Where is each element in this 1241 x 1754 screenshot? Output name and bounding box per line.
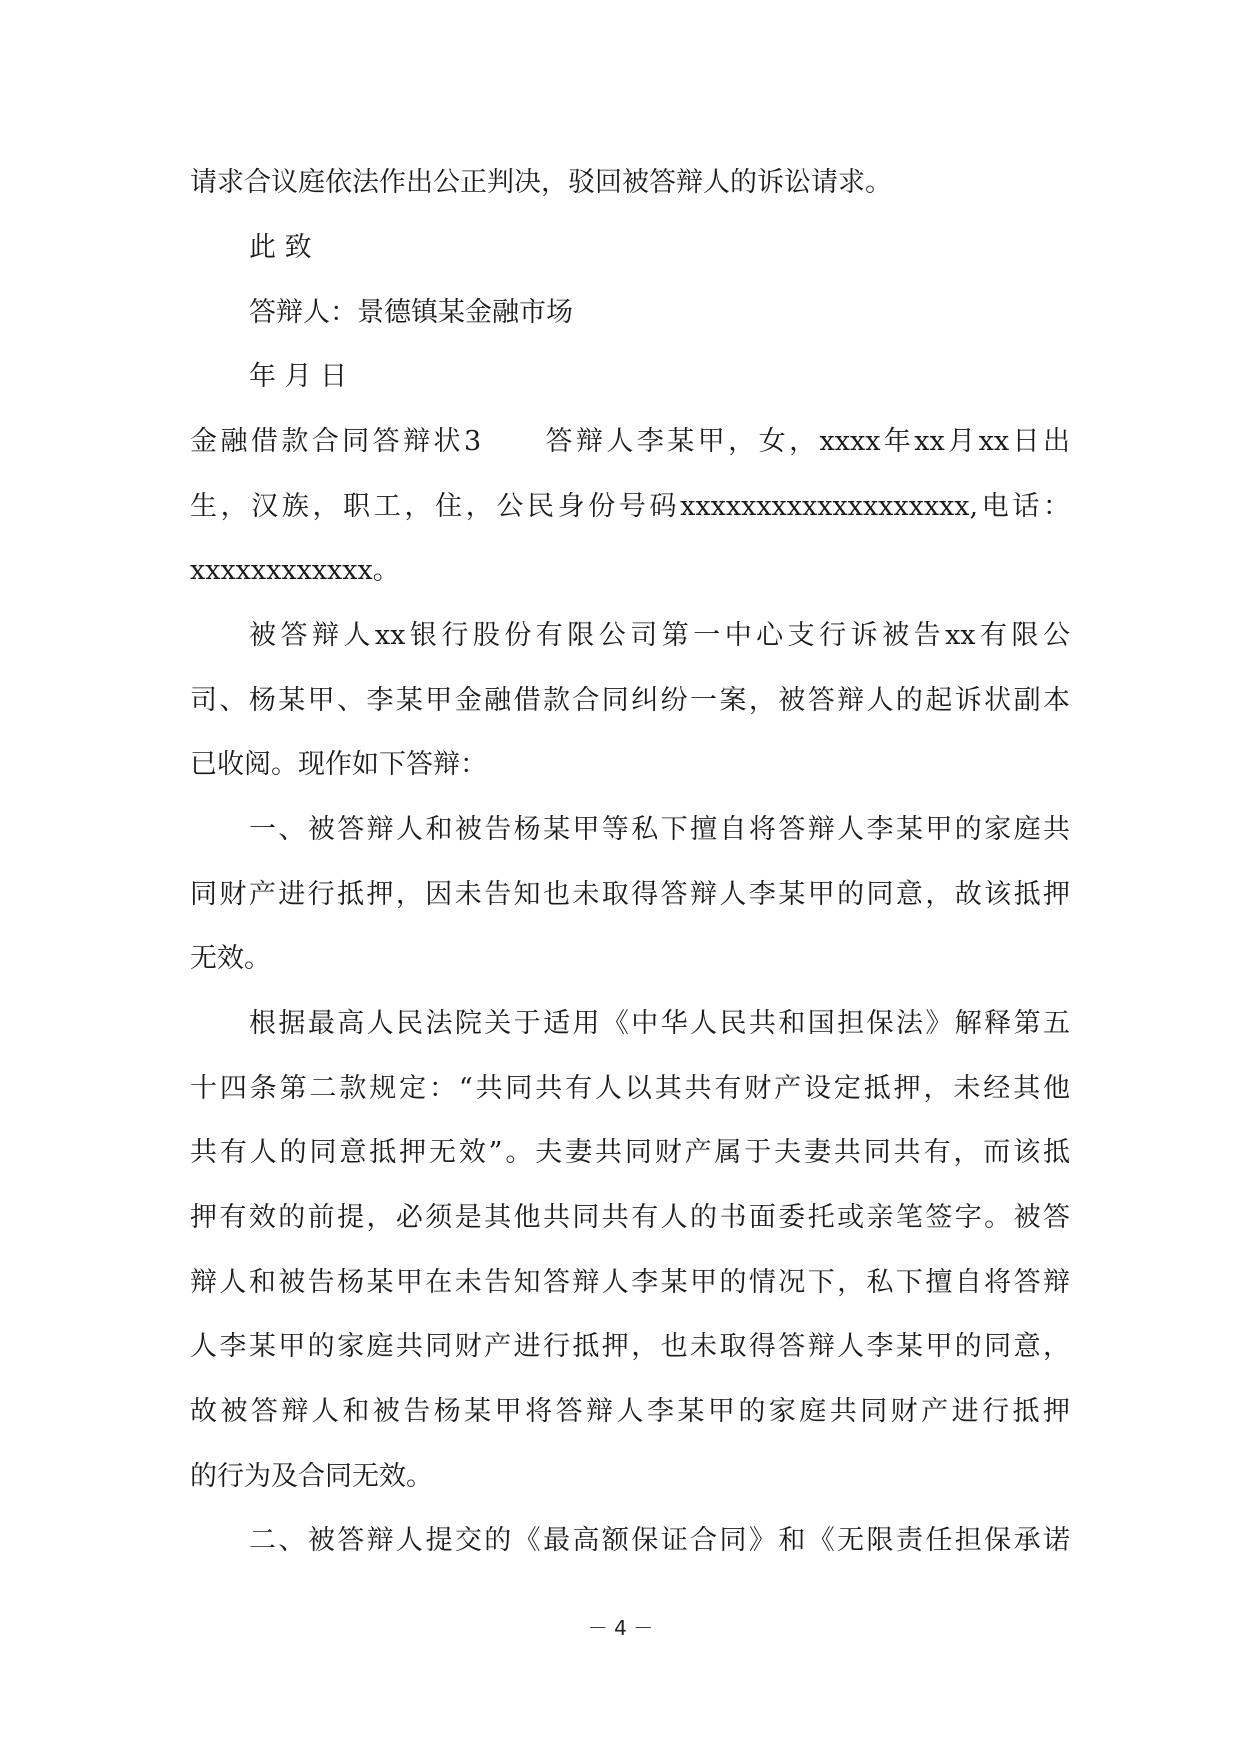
paragraph-line: 请求合议庭依法作出公正判决，驳回被答辩人的诉讼请求。	[190, 167, 892, 198]
paragraph-line: 十四条第二款规定：“共同共有人以其共有财产设定抵押，未经其他	[190, 1073, 1070, 1104]
paragraph-line: 押有效的前提，必须是其他共同共有人的书面委托或亲笔签字。被答	[190, 1202, 1070, 1233]
paragraph-line: 一、被答辩人和被告杨某甲等私下擅自将答辩人李某甲的家庭共	[249, 814, 1070, 845]
paragraph-line: 故被答辩人和被告杨某甲将答辩人李某甲的家庭共同财产进行抵押	[190, 1396, 1070, 1427]
section-heading-line: 金融借款合同答辩状3 答辩人李某甲，女，xxxx年xx月xx日出	[190, 426, 1070, 457]
paragraph-line: 已收阅。现作如下答辩：	[190, 749, 487, 780]
paragraph-line: 生，汉族，职工，住，公民身份号码xxxxxxxxxxxxxxxxxxx,电话：	[190, 491, 1070, 522]
page-number: － 4 －	[587, 1616, 654, 1640]
paragraph-line: xxxxxxxxxxxx。	[190, 555, 400, 586]
paragraph-line: 辩人和被告杨某甲在未告知答辩人李某甲的情况下，私下擅自将答辩	[190, 1267, 1070, 1298]
paragraph-line: 无效。	[190, 943, 271, 974]
paragraph-line: 共有人的同意抵押无效”。夫妻共同财产属于夫妻共同共有，而该抵	[190, 1137, 1070, 1168]
paragraph-line: 司、杨某甲、李某甲金融借款合同纠纷一案，被答辩人的起诉状副本	[190, 685, 1070, 716]
paragraph-line: 二、被答辩人提交的《最高额保证合同》和《无限责任担保承诺	[249, 1525, 1070, 1556]
paragraph-line: 被答辩人xx银行股份有限公司第一中心支行诉被告xx有限公	[249, 620, 1070, 651]
respondent-signature: 答辩人：景德镇某金融市场	[249, 297, 573, 328]
paragraph-line: 根据最高人民法院关于适用《中华人民共和国担保法》解释第五	[249, 1008, 1070, 1039]
paragraph-line: 人李某甲的家庭共同财产进行抵押，也未取得答辩人李某甲的同意，	[190, 1331, 1070, 1362]
paragraph-line: 同财产进行抵押，因未告知也未取得答辩人李某甲的同意，故该抵押	[190, 879, 1070, 910]
paragraph-line: 的行为及合同无效。	[190, 1461, 433, 1492]
closing-salutation: 此 致	[249, 232, 312, 263]
date-line: 年 月 日	[249, 361, 348, 392]
